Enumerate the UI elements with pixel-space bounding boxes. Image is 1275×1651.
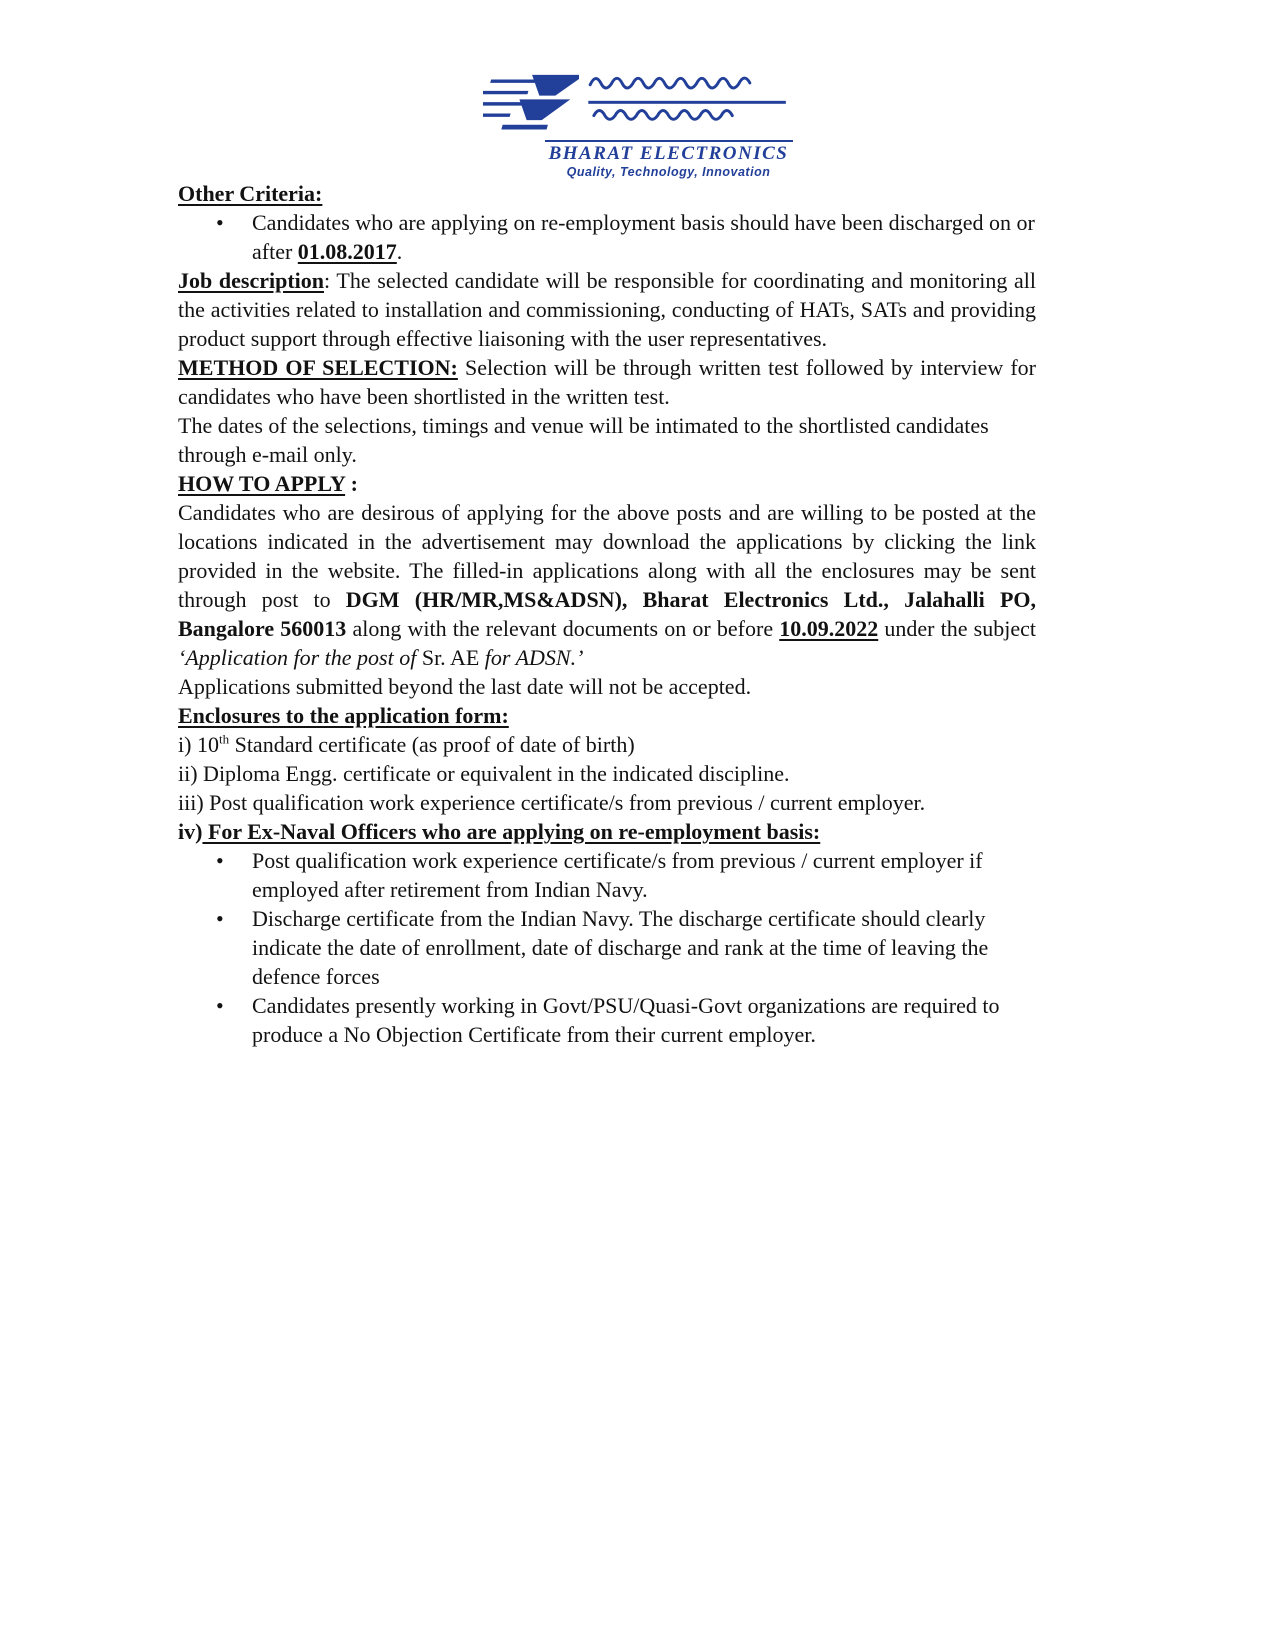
list-item bbox=[178, 991, 1036, 1049]
list-item bbox=[178, 846, 1036, 904]
how-to-apply-paragraph bbox=[178, 498, 1036, 672]
application-deadline: 10.09.2022 bbox=[779, 616, 879, 641]
job-description-text: The selected candidate will be responsible for coordinating and monitoring all the activities related to installation and commissioning, conducting of HATs, SATs and providing product support through effective liaisoning with the user representatives. bbox=[178, 268, 1036, 351]
ex-naval-officers-label: For Ex-Naval Officers who are applying on re-employment basis: bbox=[202, 819, 821, 844]
ex-naval-bullet-1: Post qualification work experience certificate/s from previous / current employer if employed after retirement from Indian Navy. bbox=[252, 848, 983, 902]
document-body bbox=[178, 179, 1036, 1049]
job-description-label: Job description bbox=[178, 268, 325, 293]
ordinal-suffix: th bbox=[218, 731, 230, 747]
method-of-selection-text: Selection will be through written test followed by interview for candidates who have been shortlisted in the written test. bbox=[178, 355, 1036, 409]
selection-dates-paragraph: The dates of the selections, timings and venue will be intimated to the shortlisted candidates through e-mail only. bbox=[178, 413, 989, 467]
hindi-script-line bbox=[583, 99, 793, 123]
job-description-paragraph bbox=[178, 266, 1036, 353]
other-criteria-heading-text: Other Criteria: bbox=[178, 181, 323, 206]
enclosure-item-ii: ii) Diploma Engg. certificate or equivalent in the indicated discipline. bbox=[178, 761, 790, 786]
kannada-script-line bbox=[583, 70, 793, 94]
bullet-marker: • bbox=[216, 993, 224, 1018]
job-description-colon: : bbox=[324, 268, 331, 293]
subject-line-italic-2: for ADSN.’ bbox=[484, 645, 584, 670]
postal-address: DGM (HR/MR,MS&ADSN), Bharat Electronics Ltd., Jalahalli PO, Bangalore 560013 bbox=[178, 587, 1036, 641]
company-tagline: Quality, Technology, Innovation bbox=[566, 165, 771, 179]
logo-script-lines bbox=[583, 70, 793, 123]
reemployment-bullet-pre: Candidates who are applying on re-employment basis should have been discharged on or after bbox=[252, 210, 1035, 264]
ex-naval-bullet-list bbox=[178, 846, 1036, 1049]
method-of-selection-label: METHOD OF SELECTION: bbox=[178, 355, 458, 380]
logo-row bbox=[483, 70, 793, 138]
discharge-date: 01.08.2017 bbox=[297, 239, 397, 264]
how-to-apply-heading bbox=[178, 469, 1036, 498]
ex-naval-bullet-2: Discharge certificate from the Indian Navy. The discharge certificate should clearly indicate the date of enrollment, date of discharge and rank at the time of leaving the defence forces bbox=[252, 906, 989, 989]
apply-text-2: along with the relevant documents on or before bbox=[346, 616, 780, 641]
subject-line-italic-1: ‘Application for the post of bbox=[178, 645, 422, 670]
bel-logo-mark-icon bbox=[483, 72, 579, 138]
method-of-selection-paragraph bbox=[178, 353, 1036, 411]
enclosure-item-i-pre: i) 10 bbox=[178, 732, 219, 757]
enclosure-item-iv-number: iv) bbox=[178, 819, 203, 844]
enclosure-item-iv-heading bbox=[178, 817, 1036, 846]
how-to-apply-colon: : bbox=[350, 471, 358, 496]
company-logo bbox=[483, 0, 793, 179]
enclosure-item-i-post: Standard certificate (as proof of date of birth) bbox=[229, 732, 635, 757]
enclosure-item-iii: iii) Post qualification work experience certificate/s from previous / current employer. bbox=[178, 790, 926, 815]
apply-text-1: Candidates who are desirous of applying for the above posts and are willing to be posted at the locations indicated in the advertisement may download the applications by clicking the link provided in the website. The filled-in applications along with all the enclosures may be sent through post to bbox=[178, 500, 1036, 612]
enclosures-heading bbox=[178, 701, 1036, 730]
bullet-marker: • bbox=[216, 906, 224, 931]
late-application-note: Applications submitted beyond the last date will not be accepted. bbox=[178, 674, 752, 699]
list-item bbox=[178, 208, 1036, 266]
enclosure-item-i bbox=[178, 730, 1036, 759]
other-criteria-heading bbox=[178, 179, 1036, 208]
apply-text-3: under the subject bbox=[878, 616, 1036, 641]
subject-line-post-name: Sr. AE bbox=[421, 645, 485, 670]
list-item bbox=[178, 904, 1036, 991]
company-name: BHARAT ELECTRONICS bbox=[545, 140, 793, 165]
ex-naval-bullet-3: Candidates presently working in Govt/PSU/Quasi-Govt organizations are required to produce a No Objection Certificate from their current employer. bbox=[252, 993, 1000, 1047]
other-criteria-bullet-list bbox=[178, 208, 1036, 266]
bullet-marker: • bbox=[216, 210, 224, 235]
bullet-marker: • bbox=[216, 848, 224, 873]
reemployment-bullet-post: . bbox=[396, 239, 403, 264]
how-to-apply-heading-text: HOW TO APPLY bbox=[178, 471, 346, 496]
enclosures-heading-text: Enclosures to the application form: bbox=[178, 703, 509, 728]
